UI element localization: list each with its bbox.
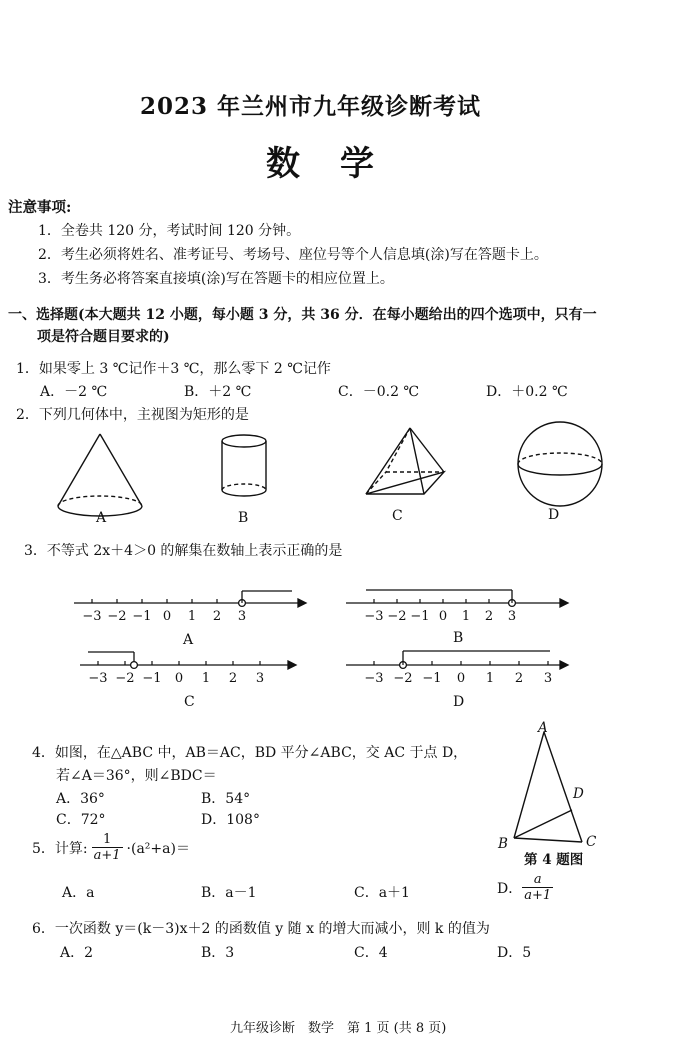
q3-label-a: A: [183, 632, 194, 648]
pyramid-figure: [366, 428, 444, 494]
q2-label-b: B: [238, 510, 249, 526]
q2-stem: 2．下列几何体中，主视图为矩形的是: [16, 407, 249, 423]
cylinder-figure: [222, 435, 266, 496]
cone-figure: [58, 434, 142, 516]
number-line-b: [346, 590, 568, 607]
number-line-tick-label: 0: [162, 609, 172, 624]
q6-option-c: C．4: [354, 945, 388, 961]
number-line-tick-label: −2: [115, 671, 135, 686]
q5-option-c: C．a＋1: [354, 885, 410, 901]
q3-label-d: D: [453, 694, 465, 710]
q6-option-a: A．2: [60, 945, 94, 961]
number-line-tick-label: −3: [82, 609, 102, 624]
q4-option-b: B．54°: [201, 791, 251, 807]
q4-option-c: C．72°: [56, 812, 106, 828]
number-line-tick-label: 3: [543, 671, 553, 686]
q1-option-b: B．＋2 ℃: [184, 384, 252, 400]
q4-point-c: C: [586, 834, 597, 850]
q5-prefix: 5．计算:: [32, 840, 88, 857]
number-line-tick-label: 1: [201, 671, 211, 686]
q5-fraction: [92, 832, 123, 863]
number-line-tick-label: −1: [422, 671, 442, 686]
number-line-tick-label: −3: [364, 609, 384, 624]
number-line-tick-label: 2: [484, 609, 494, 624]
number-line-a: [74, 591, 306, 607]
exam-title: 2023 年兰州市九年级诊断考试: [140, 93, 482, 120]
q4-option-d: D．108°: [201, 812, 260, 828]
number-line-tick-label: −1: [132, 609, 152, 624]
note-item-1: 1．全卷共 120 分，考试时间 120 分钟。: [38, 223, 301, 239]
q5-suffix: ·(a²+a)＝: [126, 840, 190, 857]
q1-option-c: C．－0.2 ℃: [338, 384, 420, 400]
q5-option-d-label: D．: [497, 880, 523, 897]
q4-point-d: D: [573, 786, 584, 802]
q5-d-num: a: [522, 872, 553, 888]
q5-stem: [32, 832, 190, 863]
note-item-2: 2．考生必须将姓名、准考证号、考场号、座位号等个人信息填(涂)写在答题卡上。: [38, 247, 548, 263]
q5-d-den: a+1: [524, 888, 552, 903]
q5-option-b: B．a－1: [201, 885, 257, 901]
number-line-tick-label: 2: [514, 671, 524, 686]
q3-label-b: B: [453, 630, 464, 646]
q2-label-d: D: [548, 507, 560, 523]
q6-option-d: D．5: [497, 945, 532, 961]
number-line-tick-label: −2: [107, 609, 127, 624]
number-line-tick-label: 3: [507, 609, 517, 624]
number-line-d: [346, 651, 568, 669]
subject-title: 数学: [266, 144, 414, 184]
section-heading-line1: 一、选择题(本大题共 12 小题，每小题 3 分，共 36 分．在每小题给出的四个选项中，只有一: [8, 307, 597, 323]
q3-number-lines: [0, 580, 696, 720]
q5-frac-num: 1: [92, 832, 123, 848]
number-line-tick-label: 3: [255, 671, 265, 686]
number-line-tick-label: −3: [364, 671, 384, 686]
page-footer: 九年级诊断 数学 第 1 页 (共 8 页): [230, 1021, 447, 1036]
number-line-tick-label: −1: [410, 609, 430, 624]
number-line-tick-label: −2: [387, 609, 407, 624]
q5-frac-den: a+1: [93, 848, 121, 863]
q2-label-c: C: [392, 508, 403, 524]
q4-point-b: B: [498, 836, 508, 852]
notes-heading: 注意事项:: [8, 199, 72, 216]
number-line-tick-label: 0: [438, 609, 448, 624]
q1-option-d: D．＋0.2 ℃: [486, 384, 568, 400]
q5-option-d-fraction: [522, 872, 553, 903]
number-line-tick-label: −2: [393, 671, 413, 686]
q4-figure-caption: 第 4 题图: [524, 852, 584, 868]
number-line-c: [80, 652, 296, 669]
q4-point-a: A: [538, 720, 548, 736]
q4-stem-line2: 若∠A＝36°，则∠BDC＝: [56, 768, 217, 784]
q5-option-d: [497, 872, 553, 903]
q3-stem: 3．不等式 2x＋4＞0 的解集在数轴上表示正确的是: [24, 543, 343, 559]
number-line-tick-label: 2: [212, 609, 222, 624]
number-line-tick-label: 0: [456, 671, 466, 686]
q1-option-a: A．－2 ℃: [40, 384, 108, 400]
q6-option-b: B．3: [201, 945, 235, 961]
number-line-tick-label: 3: [237, 609, 247, 624]
q5-option-a: A．a: [62, 885, 95, 901]
number-line-tick-label: 2: [228, 671, 238, 686]
number-line-tick-label: 1: [461, 609, 471, 624]
sphere-figure: [518, 422, 602, 506]
section-heading-line2: 项是符合题目要求的): [37, 329, 170, 345]
note-item-3: 3．考生务必将答案直接填(涂)写在答题卡的相应位置上。: [38, 271, 394, 287]
q3-label-c: C: [184, 694, 195, 710]
q2-label-a: A: [96, 510, 107, 526]
q6-stem: 6．一次函数 y＝(k－3)x＋2 的函数值 y 随 x 的增大而减小，则 k 的值为: [32, 921, 490, 937]
q4-stem-line1: 4．如图，在△ABC 中，AB＝AC，BD 平分∠ABC，交 AC 于点 D，: [32, 745, 468, 761]
q4-option-a: A．36°: [56, 791, 105, 807]
number-line-tick-label: 0: [174, 671, 184, 686]
number-line-tick-label: 1: [485, 671, 495, 686]
q1-stem: 1．如果零上 3 ℃记作＋3 ℃，那么零下 2 ℃记作: [16, 361, 331, 377]
number-line-tick-label: 1: [187, 609, 197, 624]
number-line-tick-label: −3: [88, 671, 108, 686]
number-line-tick-label: −1: [142, 671, 162, 686]
